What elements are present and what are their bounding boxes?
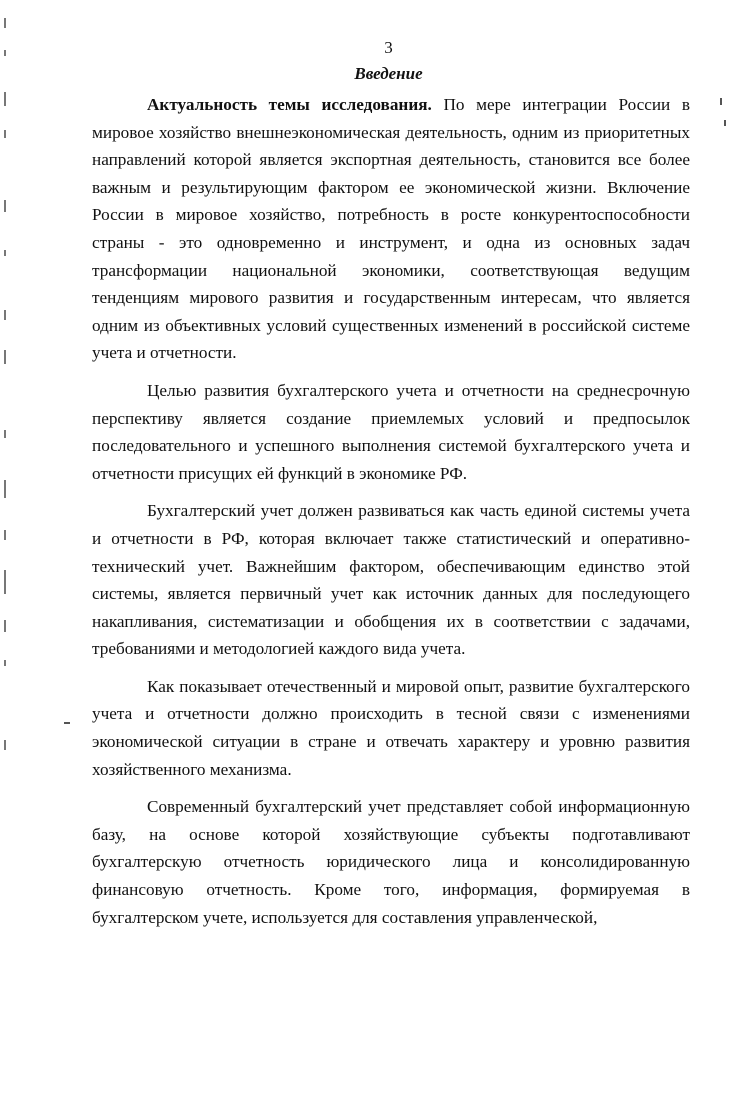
paragraph-modern-accounting: Современный бухгалтерский учет представляет собой информационную базу, на основе которой хозяйствующие субъекты подготавливают бухгалтерскую отчетность юридического лица и консолидированную финансовую отчетность. Кроме того, информация, формируемая в бухгалтерском учете, используется для составления управленческой,: [92, 797, 690, 927]
scan-speck: [724, 120, 726, 126]
page-number: 3: [384, 38, 393, 57]
paragraph-accounting-system: Бухгалтерский учет должен развиваться как часть единой системы учета и отчетности в РФ, которая включает также статистический и оперативно-технический учет. Важнейшим фактором, обеспечивающим единство этой системы, является первичный учет как источник данных для последующего накапливания, систематизации и обобщения их в соответствии с задачами, требованиями и методологией каждого вида учета.: [92, 501, 690, 659]
scan-speck: [720, 98, 722, 105]
paragraph-goal: Целью развития бухгалтерского учета и отчетности на среднесрочную перспективу является создание приемлемых условий и предпосылок последовательного и успешного выполнения системой бухгалтерского учета и отчетности присущих ей функций в экономике РФ.: [92, 380, 690, 483]
page-title: Введение: [354, 64, 423, 83]
paragraph-experience: Как показывает отечественный и мировой опыт, развитие бухгалтерского учета и отчетности должно происходить в тесной связи с изменениями экономической ситуации в стране и отвечать характеру и уровню развития хозяйственного механизма.: [92, 676, 690, 779]
paragraph-lead: Актуальность темы исследования.: [147, 95, 432, 114]
paragraph-relevance: [92, 91, 690, 367]
paragraph-text: По мере интеграции России в мировое хозяйство внешнеэкономическая деятельность, одним из приоритетных направлений которой является экспортная деятельность, становится все более важным и результирующим фактором ее экономической жизни. Включение России в мировое хозяйство, потребность в росте конкурентоспособности страны - это одновременно и инструмент, и одна из основных задач трансформации национальной экономики, соответствующая ведущим тенденциям мирового развития и государственным интересам, что является одним из объективных условий существенных изменений в российской системе учета и отчетности.: [92, 95, 690, 363]
scan-edge-marks: [4, 10, 8, 770]
scan-speck: [64, 722, 70, 724]
document-body: [92, 91, 690, 941]
